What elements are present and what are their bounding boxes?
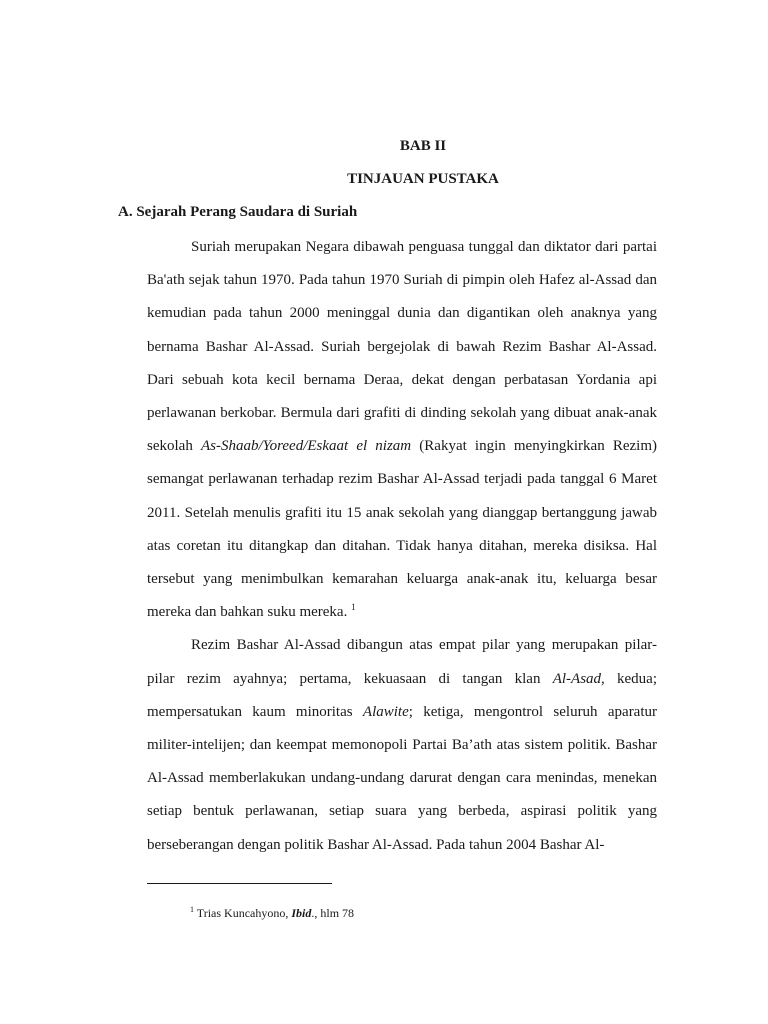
footnote-author: Trias Kuncahyono, [196,906,292,920]
footnote-number: 1 [190,905,194,914]
chapter-title: TINJAUAN PUSTAKA [347,171,499,187]
paragraph-2 [147,629,657,861]
paragraph-2-text: Rezim Bashar Al-Assad dibangun atas empat pilar yang merupakan pilar-pilar rezim ayahnya; pertama, kekuasaan di tangan klan [147,637,657,687]
paragraph-1-italic: As-Shaab/Yoreed/Eskaat el nizam [200,438,412,455]
paragraph-1-text-2: (Rakyat ingin menyingkirkan Rezim) semangat perlawanan terhadap rezim Bashar Al-Assad terjadi pada tanggal 6 Maret 2011. Setelah menulis grafiti itu 15 anak sekolah yang dianggap bertanggung jawab atas coretan itu ditangkap dan ditahan. Tidak hanya ditahan, mereka disiksa. Hal tersebut yang menimbulkan kemarahan keluarga anak-anak itu, keluarga besar mereka dan bahkan suku mereka. [147,438,657,621]
footnote-rest: ., hlm 78 [311,906,355,920]
paragraph-2-text-3: ; ketiga, mengontrol seluruh aparatur militer-intelijen; dan keempat memonopoli Partai Ba’ath atas sistem politik. Bashar Al-Assad memberlakukan undang-undang darurat dengan cara menindas, menekan setiap bentuk perlawanan, setiap suara yang berbeda, aspirasi politik yang berseberangan dengan politik Bashar Al-Assad. Pada tahun 2004 Bashar Al- [147,703,658,853]
paragraph-2-italic: Al-Asad [552,670,602,687]
body-text [147,231,657,862]
chapter-number: BAB II [399,138,447,154]
footnote-reference[interactable]: 1 [351,602,356,613]
paragraph-2-text-2: , kedua; mempersatukan kaum minoritas [147,670,658,720]
footnote-ibid: Ibid [291,906,312,920]
paragraph-1 [147,231,657,629]
footnote-divider [147,883,332,884]
paragraph-1-text: Suriah merupakan Negara dibawah penguasa tunggal dan diktator dari partai Ba'ath sejak tahun 1970. Pada tahun 1970 Suriah di pimpin oleh Hafez al-Assad dan kemudian pada tahun 2000 meninggal dunia dan digantikan oleh anaknya yang bernama Bashar Al-Assad. Suriah bergejolak di bawah Rezim Bashar Al-Assad. Dari sebuah kota kecil bernama Deraa, dekat dengan perbatasan Yordania api perlawanan berkobar. Bermula dari grafiti di dinding sekolah yang dibuat anak-anak sekolah [147,239,657,455]
paragraph-2-italic-2: Alawite [362,703,409,720]
footnote [190,906,354,921]
section-heading: A. Sejarah Perang Saudara di Suriah [118,204,358,220]
